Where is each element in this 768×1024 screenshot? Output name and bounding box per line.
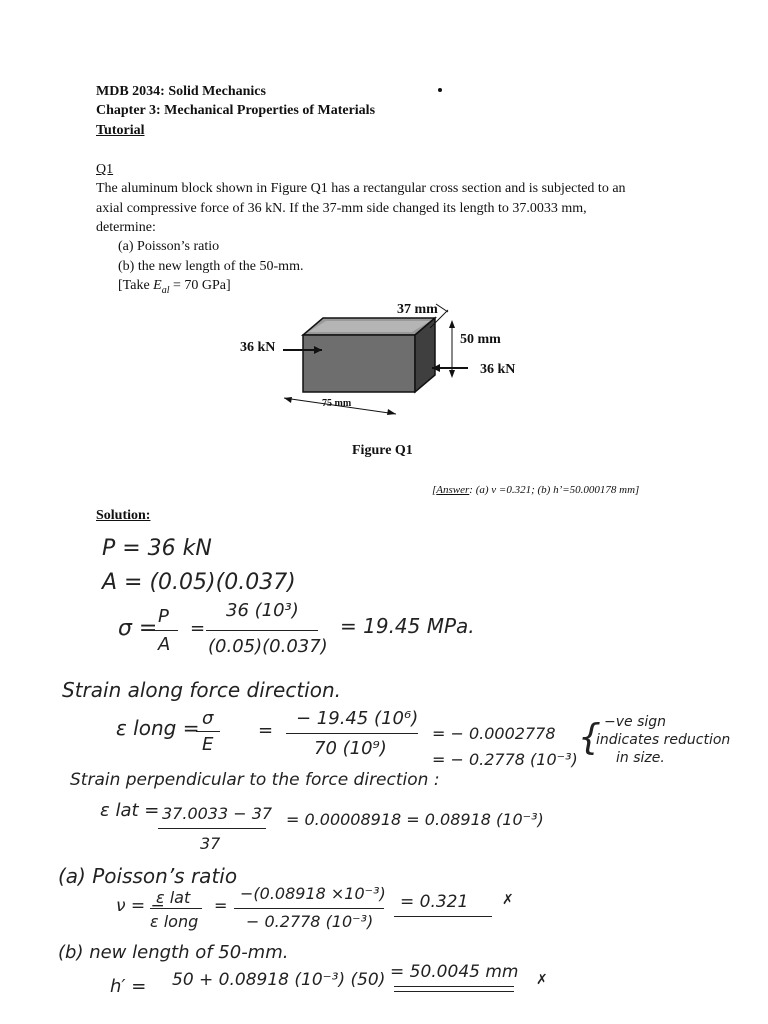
sign-note-2: indicates reduction: [596, 732, 731, 748]
lat-strain-denominator: 37: [200, 834, 221, 853]
new-length-lhs: h′ =: [110, 976, 147, 997]
lat-strain-numerator: 37.0033 − 37: [162, 804, 273, 823]
new-length-result: = 50.0045 mm: [390, 962, 519, 982]
long-strain-result-1: = − 0.0002778: [432, 724, 556, 743]
long-strain-numerator-value: − 19.45 (10⁶): [296, 708, 419, 729]
new-length-answer-mark: ✗: [536, 972, 548, 988]
dimension-50mm: 50 mm: [460, 332, 501, 347]
stress-denominator-value: (0.05)(0.037): [208, 636, 328, 657]
poisson-numerator-value: −(0.08918 ×10⁻³): [240, 884, 386, 903]
poisson-answer-mark: ✗: [502, 892, 514, 908]
poisson-lhs: ν = −: [116, 896, 165, 916]
poisson-denominator: ε long: [150, 912, 199, 931]
long-strain-result-2: = − 0.2778 (10⁻³): [432, 750, 578, 769]
stress-result: = 19.45 MPa.: [340, 614, 475, 638]
force-value: P = 36 kN: [102, 536, 212, 561]
section-title: Tutorial: [96, 123, 145, 138]
course-title: MDB 2034: Solid Mechanics: [96, 84, 266, 99]
long-strain-numerator: σ: [202, 708, 214, 729]
force-left-label: 36 kN: [240, 340, 276, 355]
question-line-2: axial compressive force of 36 kN. If the 37-mm side changed its length to 37.0033 mm,: [96, 201, 587, 216]
answer-line: [Answer: (a) v =0.321; (b) h’=50.000178 mm]: [432, 484, 640, 496]
block-front-face: [303, 335, 415, 392]
dimension-37mm: 37 mm: [397, 302, 438, 317]
poisson-ratio-title: (a) Poisson’s ratio: [58, 864, 238, 888]
poisson-numerator: ε lat: [156, 888, 191, 907]
note-brace: {: [578, 717, 601, 758]
question-label: Q1: [96, 162, 114, 177]
long-strain-lhs: ε long =: [116, 716, 200, 740]
stress-equals: =: [190, 618, 206, 639]
longitudinal-strain-title: Strain along force direction.: [62, 678, 341, 702]
lat-strain-result: = 0.00008918 = 0.08918 (10⁻³): [286, 810, 544, 829]
long-strain-denominator: E: [202, 734, 214, 755]
stress-denominator: A: [158, 634, 171, 655]
poisson-equals: =: [214, 896, 228, 915]
sign-note-1: −ve sign: [604, 714, 667, 730]
lateral-strain-title: Strain perpendicular to the force direction :: [70, 770, 440, 790]
sign-note-3: in size.: [616, 750, 665, 766]
new-length-expression: 50 + 0.08918 (10⁻³) (50): [172, 970, 386, 990]
given-modulus: [Take $E_{al} = 70$ GPa]: [118, 278, 231, 296]
lat-strain-lhs: ε lat =: [100, 800, 160, 821]
long-strain-denominator-value: 70 (10⁹): [314, 738, 387, 759]
poisson-denominator-value: − 0.2778 (10⁻³): [246, 912, 374, 931]
poisson-result: = 0.321: [400, 892, 469, 912]
long-strain-equals: =: [258, 720, 274, 741]
area-expression: A = (0.05)(0.037): [102, 570, 296, 595]
question-part-b: (b) the new length of the 50-mm.: [118, 259, 304, 274]
stress-numerator: P: [158, 606, 169, 627]
stress-numerator-value: 36 (10³): [226, 600, 299, 621]
question-line-1: The aluminum block shown in Figure Q1 has a rectangular cross section and is subjected to an: [96, 181, 626, 196]
solution-heading: Solution:: [96, 508, 151, 523]
figure-caption: Figure Q1: [352, 443, 413, 458]
stress-lhs: σ =: [118, 616, 158, 641]
question-line-3: determine:: [96, 220, 156, 235]
new-length-title: (b) new length of 50-mm.: [58, 942, 289, 963]
question-part-a: (a) Poisson’s ratio: [118, 239, 220, 254]
chapter-title: Chapter 3: Mechanical Properties of Materials: [96, 103, 376, 118]
dimension-75mm: 75 mm: [322, 398, 352, 409]
force-right-label: 36 kN: [480, 362, 516, 377]
